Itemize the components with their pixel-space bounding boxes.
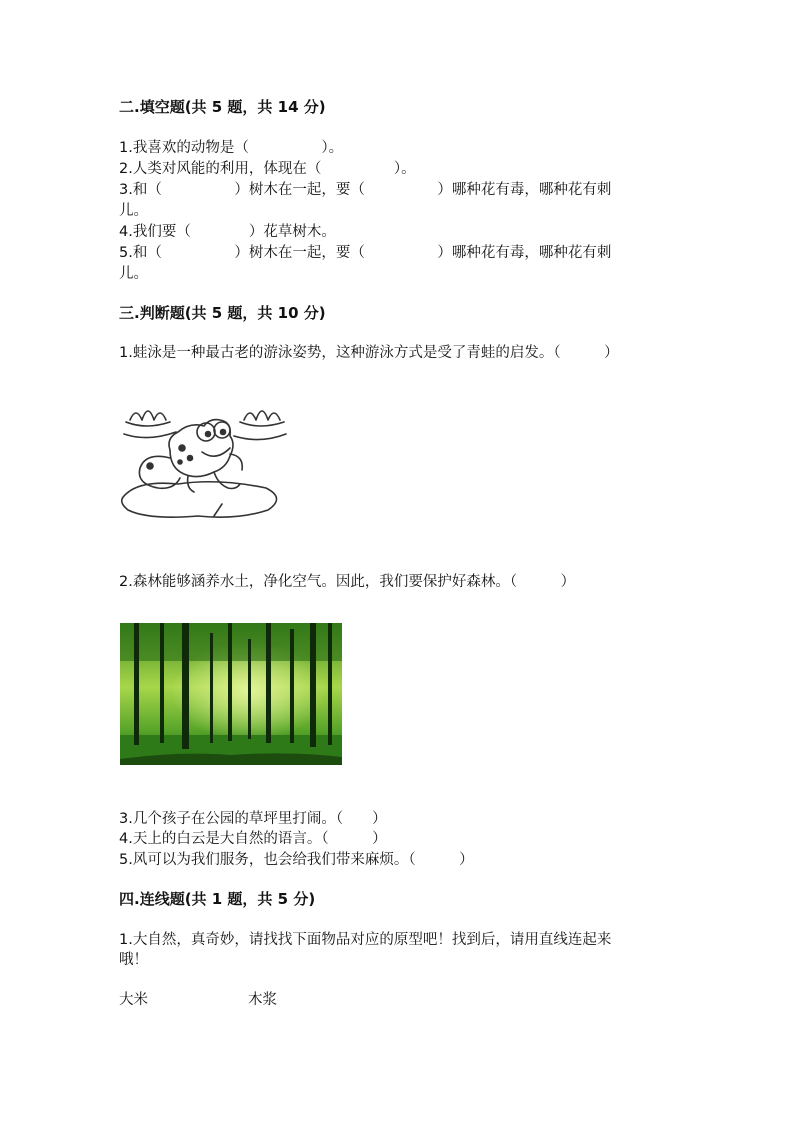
fill-question-3: 3.和（ ）树木在一起，要（ ）哪种花有毒，哪种花有刺 [119,182,612,198]
fill-question-3-cont: 儿。 [119,203,148,219]
judge-question-5: 5.风可以为我们服务，也会给我们带来麻烦。（ ） [119,852,474,868]
fill-question-4: 4.我们要（ ）花草树木。 [119,224,336,240]
section-match-heading: 四.连线题(共 1 题，共 5 分) [119,890,316,908]
match-left-item: 大米 [119,992,148,1008]
match-question-1-cont: 哦！ [119,952,148,968]
fill-question-2: 2.人类对风能的利用，体现在（ ）。 [119,161,416,177]
match-question-1: 1.大自然，真奇妙，请找找下面物品对应的原型吧！找到后，请用直线连起来 [119,932,612,948]
judge-question-4: 4.天上的白云是大自然的语言。（ ） [119,831,387,847]
fill-question-5-cont: 儿。 [119,266,148,282]
frog-illustration [118,392,288,524]
fill-question-5: 5.和（ ）树木在一起，要（ ）哪种花有毒，哪种花有刺 [119,245,612,261]
judge-question-1: 1.蛙泳是一种最古老的游泳姿势，这种游泳方式是受了青蛙的启发。（ ） [119,345,619,361]
section-judge-heading: 三.判断题(共 5 题，共 10 分) [119,304,326,322]
judge-question-2: 2.森林能够涵养水土，净化空气。因此，我们要保护好森林。（ ） [119,574,576,590]
forest-photo [120,623,342,765]
section-fill-heading: 二.填空题(共 5 题，共 14 分) [119,98,326,116]
judge-question-3: 3.几个孩子在公园的草坪里打闹。（ ） [119,811,387,827]
fill-question-1: 1.我喜欢的动物是（ ）。 [119,140,344,156]
match-right-item: 木浆 [248,992,277,1008]
